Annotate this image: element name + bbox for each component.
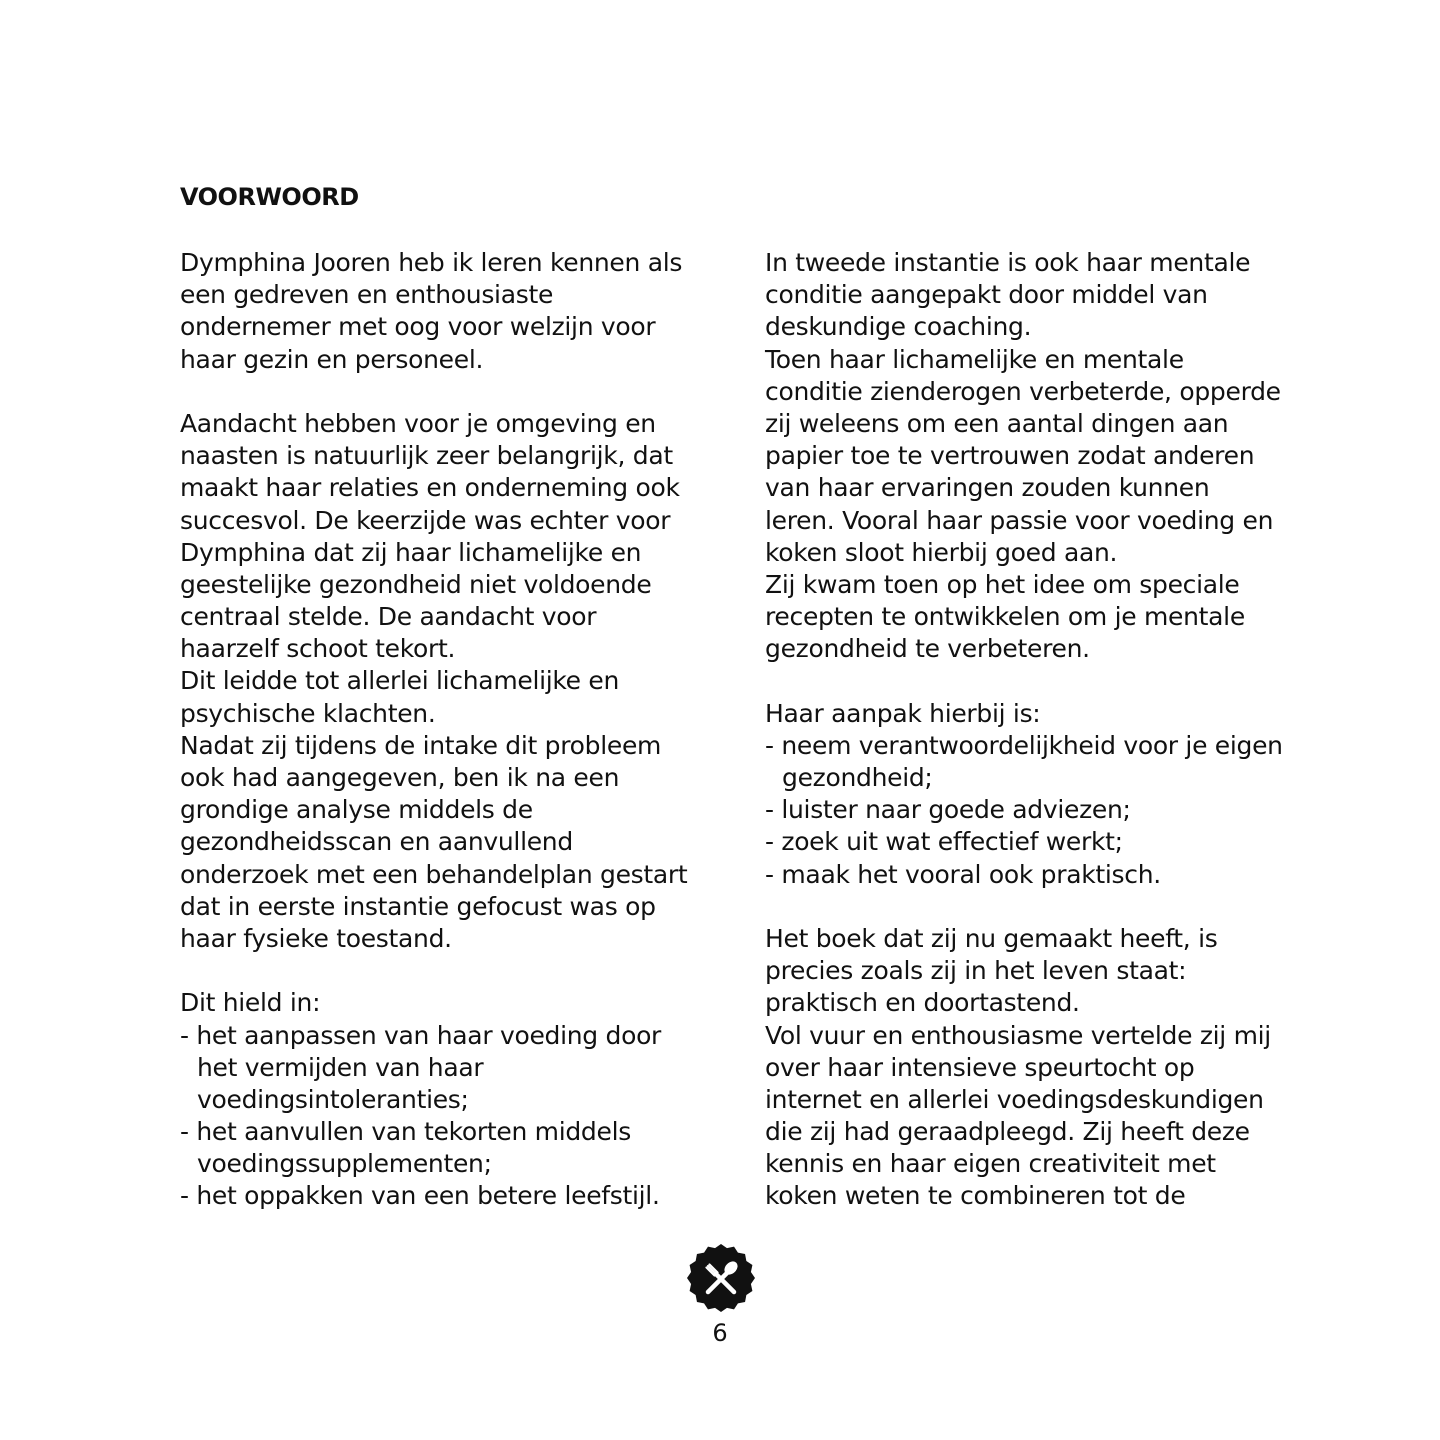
text-line: gezondheid te verbeteren. [765, 634, 1090, 664]
text-line: Nadat zij tijdens de intake dit probleem [180, 730, 662, 760]
text-line: papier toe te vertrouwen zodat anderen [765, 441, 1255, 471]
text-line: gezondheid; [782, 763, 933, 792]
text-line: - neem verantwoordelijkheid voor je eigen [765, 730, 1283, 760]
text-line: geestelijke gezondheid niet voldoende [180, 569, 652, 599]
text-line: psychische klachten. [180, 698, 436, 728]
text-line: conditie aangepakt door middel van [765, 280, 1208, 310]
text-line: leren. Vooral haar passie voor voeding en [765, 505, 1274, 535]
text-line: precies zoals zij in het leven staat: [765, 956, 1187, 986]
text-line: koken sloot hierbij goed aan. [765, 537, 1118, 567]
text-line: Dit hield in: [180, 988, 321, 1018]
text-line: naasten is natuurlijk zeer belangrijk, dat [180, 441, 673, 471]
text-line: maakt haar relaties en onderneming ook [180, 473, 680, 503]
text-line: Dymphina dat zij haar lichamelijke en [180, 537, 642, 567]
text-line: voedingsintoleranties; [197, 1084, 469, 1114]
text-line: haar gezin en personeel. [180, 344, 484, 374]
page-number: 6 [712, 1319, 728, 1347]
text-line: Aandacht hebben voor je omgeving en [180, 408, 656, 438]
text-line: Het boek dat zij nu gemaakt heeft, is [765, 923, 1218, 953]
text-line: koken weten te combineren tot de [765, 1181, 1186, 1211]
text-line: een gedreven en enthousiaste [180, 280, 554, 310]
text-line: - luister naar goede adviezen; [765, 795, 1131, 825]
text-line: het vermijden van haar [197, 1052, 484, 1082]
text-line: Dit leidde tot allerlei lichamelijke en [180, 666, 620, 696]
text-line: onderzoek met een behandelplan gestart [180, 859, 688, 889]
text-line: zij weleens om een aantal dingen aan [765, 408, 1229, 438]
text-line: - het aanvullen van tekorten middels [180, 1117, 631, 1147]
blank-line [180, 376, 700, 408]
text-line: die zij had geraadpleegd. Zij heeft deze [765, 1117, 1250, 1147]
text-line: Haar aanpak hierbij is: [765, 698, 1041, 728]
text-line: In tweede instantie is ook haar mentale [765, 248, 1251, 277]
page-title: VOORWOORD [180, 183, 359, 211]
text-line: Toen haar lichamelijke en mentale [765, 344, 1184, 374]
text-line: Vol vuur en enthousiasme vertelde zij mij [765, 1020, 1271, 1050]
left-text-column [180, 247, 700, 1213]
text-line: deskundige coaching. [765, 312, 1032, 342]
text-line: haarzelf schoot tekort. [180, 634, 456, 664]
blank-line [180, 955, 700, 987]
text-line: voedingssupplementen; [197, 1149, 492, 1179]
text-line: conditie zienderogen verbeterde, opperde [765, 376, 1281, 406]
fork-and-spoon-icon [686, 1243, 756, 1313]
text-line: succesvol. De keerzijde was echter voor [180, 505, 671, 535]
text-line: dat in eerste instantie gefocust was op [180, 891, 656, 921]
text-line: - zoek uit wat effectief werkt; [765, 827, 1123, 857]
text-line: recepten te ontwikkelen om je mentale [765, 602, 1245, 632]
blank-line [765, 891, 1285, 923]
blank-line [765, 665, 1285, 697]
text-line: gezondheidsscan en aanvullend [180, 827, 573, 857]
text-line: van haar ervaringen zouden kunnen [765, 473, 1210, 503]
text-line: kennis en haar eigen creativiteit met [765, 1149, 1216, 1179]
text-line: ondernemer met oog voor welzijn voor [180, 312, 656, 342]
text-line: grondige analyse middels de [180, 795, 533, 825]
text-line: Dymphina Jooren heb ik leren kennen als [180, 248, 683, 277]
text-line: haar fysieke toestand. [180, 923, 452, 953]
right-text-column [765, 247, 1285, 1213]
text-line: ook had aangegeven, ben ik na een [180, 763, 620, 792]
text-line: Zij kwam toen op het idee om speciale [765, 569, 1240, 599]
text-line: - het oppakken van een betere leefstijl. [180, 1181, 660, 1211]
text-line: - maak het vooral ook praktisch. [765, 859, 1161, 889]
text-line: praktisch en doortastend. [765, 988, 1080, 1018]
text-line: - het aanpassen van haar voeding door [180, 1020, 662, 1050]
text-line: centraal stelde. De aandacht voor [180, 602, 597, 632]
text-line: over haar intensieve speurtocht op [765, 1052, 1195, 1082]
text-line: internet en allerlei voedingsdeskundigen [765, 1084, 1264, 1114]
